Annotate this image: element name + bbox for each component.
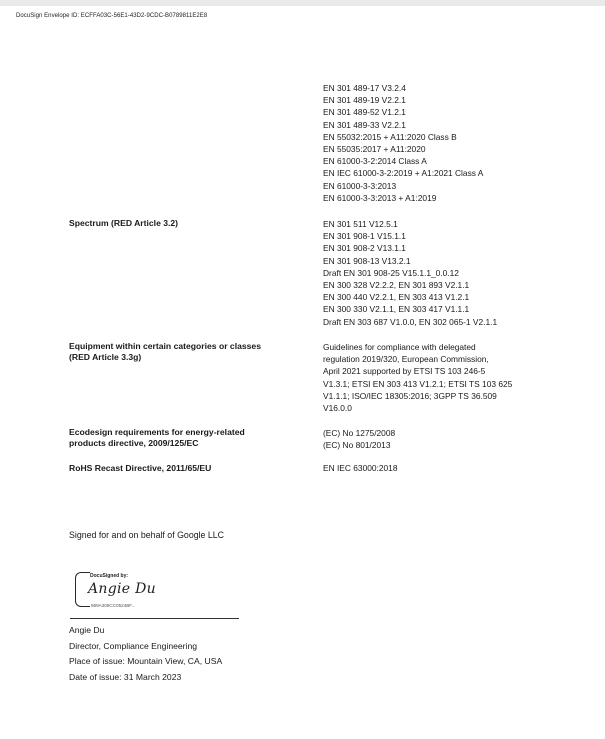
standard-item: EN IEC 63000:2018 — [323, 463, 398, 473]
standard-item: EN 300 328 V2.2.2, EN 301 893 V2.1.1 — [323, 280, 470, 291]
signer-details — [69, 623, 222, 685]
ecodesign-label — [69, 427, 245, 449]
standard-text-line: V1.1.1; ISO/IEC 18305:2016; 3GPP TS 36.509 — [323, 390, 497, 401]
standard-item: EN 55035:2017 + A11:2020 — [323, 144, 426, 155]
docusign-header: DocuSigned by: — [90, 573, 129, 579]
standard-item: EN 301 908-2 V13.1.1 — [323, 243, 406, 254]
standard-text-line: April 2021 supported by ETSI TS 103 246-5 — [323, 366, 486, 377]
standard-item: EN 301 908-13 V13.2.1 — [323, 255, 411, 266]
standard-text-line: regulation 2019/320, European Commission, — [323, 354, 489, 365]
standard-item: EN 301 511 V12.5.1 — [323, 219, 398, 229]
standard-item: EN 61000-3-3:2013 + A1:2019 — [323, 192, 437, 203]
date-of-issue: Date of issue: 31 March 2023 — [69, 671, 182, 682]
equipment-label — [69, 341, 261, 363]
equipment-standards-text — [323, 341, 512, 414]
signer-name: Angie Du — [69, 625, 105, 635]
standard-item: EN 61000-3-2:2014 Class A — [323, 156, 427, 167]
equipment-label-line: (RED Article 3.3g) — [69, 352, 142, 363]
rohs-standards-list — [323, 462, 398, 474]
standard-item: EN 301 489-52 V1.2.1 — [323, 107, 406, 118]
equipment-label-line: Equipment within certain categories or classes — [69, 341, 261, 351]
standard-text-line: V16.0.0 — [323, 403, 352, 414]
signer-title: Director, Compliance Engineering — [69, 640, 198, 651]
standard-item: EN 301 489-19 V2.2.1 — [323, 95, 406, 106]
envelope-id: DocuSign Envelope ID: ECFFA03C-56E1-43D2-9CDC-B0789811E2E8 — [16, 13, 208, 19]
standard-item: EN 301 489-33 V2.2.1 — [323, 119, 406, 130]
ecodesign-standards-list — [323, 427, 395, 451]
standard-item: (EC) No 1275/2008 — [323, 428, 396, 438]
ecodesign-label-line: products directive, 2009/125/EC — [69, 438, 199, 449]
standard-item: EN 300 330 V2.1.1, EN 303 417 V1.1.1 — [323, 304, 470, 315]
standard-item: Draft EN 301 908-25 V15.1.1_0.0.12 — [323, 267, 459, 278]
signature-hash: 989A308CC0524BF... — [91, 603, 136, 608]
rohs-label: RoHS Recast Directive, 2011/65/EU — [69, 463, 212, 473]
spectrum-standards-list — [323, 218, 497, 328]
handwritten-signature: Angie Du — [88, 581, 156, 597]
standard-item: EN 301 489-17 V3.2.4 — [323, 83, 406, 93]
place-of-issue: Place of issue: Mountain View, CA, USA — [69, 656, 223, 666]
ecodesign-label-line: Ecodesign requirements for energy-related — [69, 427, 245, 437]
standard-text-line: V1.3.1; ETSI EN 303 413 V1.2.1; ETSI TS 103 625 — [323, 378, 513, 389]
emc-standards-list — [323, 82, 483, 204]
standard-item: EN 61000-3-3:2013 — [323, 180, 397, 191]
standard-text-line: Guidelines for compliance with delegated — [323, 342, 476, 352]
standard-item: EN IEC 61000-3-2:2019 + A1:2021 Class A — [323, 168, 484, 179]
standard-item: EN 55032:2015 + A11:2020 Class B — [323, 131, 457, 142]
viewer-top-bar — [0, 0, 605, 6]
standard-item: Draft EN 303 687 V1.0.0, EN 302 065-1 V2.1.1 — [323, 316, 498, 327]
spectrum-label: Spectrum (RED Article 3.2) — [69, 218, 179, 228]
standard-item: (EC) No 801/2013 — [323, 440, 391, 451]
standard-item: EN 300 440 V2.2.1, EN 303 413 V1.2.1 — [323, 292, 470, 303]
standard-item: EN 301 908-1 V15.1.1 — [323, 231, 406, 242]
signature-underline — [70, 618, 239, 619]
signed-for-statement: Signed for and on behalf of Google LLC — [69, 530, 225, 540]
